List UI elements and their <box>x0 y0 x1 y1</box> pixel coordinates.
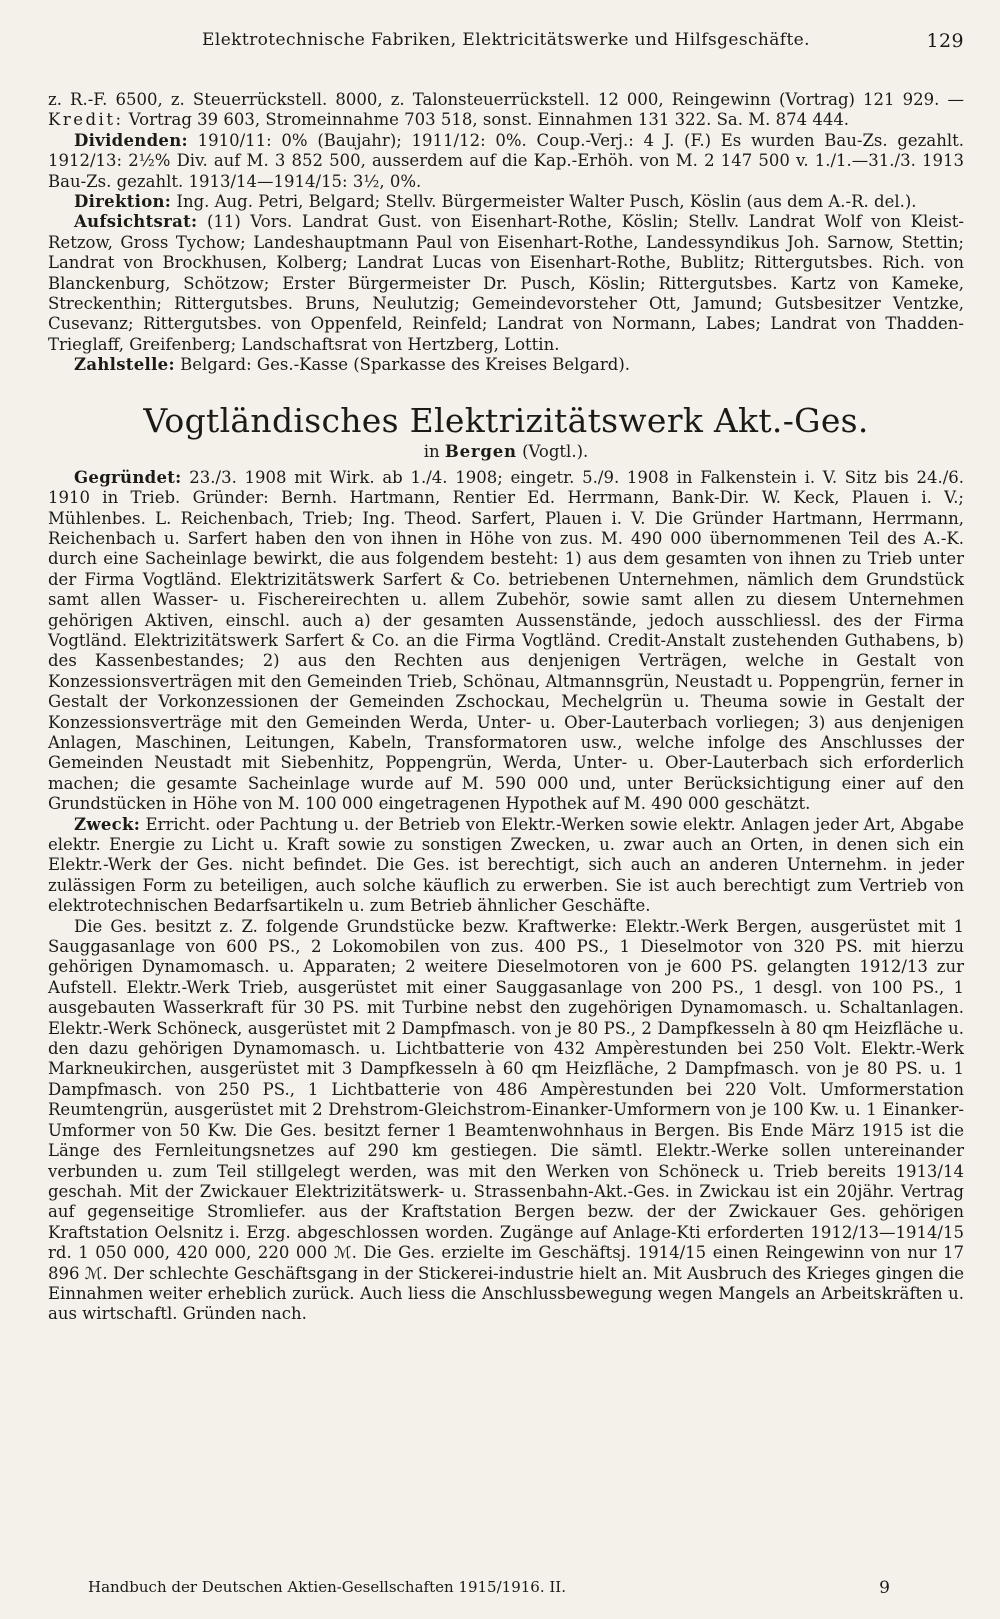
company-location <box>48 442 964 462</box>
direktion-paragraph <box>48 192 964 212</box>
gegruendet-label: Gegründet: <box>74 467 182 487</box>
location-prefix: in <box>423 441 445 461</box>
direktion-label: Direktion: <box>74 192 172 212</box>
gegruendet-paragraph <box>48 468 964 815</box>
zahlstelle-label: Zahlstelle: <box>74 355 175 375</box>
dividenden-text: 1910/11: 0% (Baujahr); 1911/12: 0%. Coup.-Verj.: 4 J. (F.) Es wurden Bau-Zs. gezahlt. 1912/13: 2½% Div. auf M. 3 852 500, ausserdem auf die Kap.-Erhöh. von M. 2 147 500 v. 1./1.—31./3. 1913 Bau-Zs. gezahlt. 1913/14—1914/15: 3½, 0%. <box>48 130 964 191</box>
page-number: 129 <box>926 30 964 52</box>
kredit-label: Kredit: <box>48 110 124 130</box>
location-suffix: (Vogtl.). <box>516 441 589 461</box>
zahlstelle-paragraph <box>48 355 964 375</box>
aufsichtsrat-paragraph <box>48 212 964 355</box>
dividenden-label: Dividenden: <box>74 130 188 150</box>
running-header <box>48 30 964 54</box>
zahlstelle-text: Belgard: Ges.-Kasse (Sparkasse des Kreises Belgard). <box>174 355 630 375</box>
gegruendet-text: 23./3. 1908 mit Wirk. ab 1./4. 1908; eingetr. 5./9. 1908 in Falkenstein i. V. Sitz bis 24./6. 1910 in Trieb. Gründer: Bernh. Hartmann, Rentier Ed. Herrmann, Bank-Dir. W. Keck, Plauen i. V.; Mühlenbes. L. Reichenbach, Trieb; Ing. Theod. Sarfert, Plauen i. V. Die Gründer Hartmann, Herrmann, Reichenbach u. Sarfert haben den von ihnen in Höhe von zus. M. 490 000 übernommenen Teil des A.-K. durch eine Sacheinlage bewirkt, die aus folgendem besteht: 1) aus dem gesamten von ihnen zu Trieb unter der Firma Vogtländ. Elektrizitätswerk Sarfert & Co. betriebenen Unternehmen, nämlich dem Grundstück samt allen Wasser- u. Fischereirechten u. allem Zubehör, sowie samt allen zu diesem Unternehmen gehörigen Aktiven, einschl. auch a) der gesamten Aussenstände, jedoch ausschliessl. des der Firma Vogtländ. Elektrizitätswerk Sarfert & Co. an die Firma Vogtländ. Credit-Anstalt zustehenden Guthabens, b) des Kassenbestandes; 2) aus den Rechten aus denjenigen Verträgen, welche in Gestalt von Konzessionsverträgen mit den Gemeinden Trieb, Schönau, Altmannsgrün, Neustadt u. Poppengrün, ferner in Gestalt der Vorkonzessionen der Gemeinden Zschockau, Mechelgrün u. Theuma sowie in Gestalt der Konzessionsverträge mit den Gemeinden Werda, Unter- u. Ober-Lauterbach vorliegen; 3) aus denjenigen Anlagen, Maschinen, Leitungen, Kabeln, Transformatoren usw., welche infolge des Anschlusses der Gemeinden Neustadt mit Siebenhitz, Poppengrün, Werda, Unter- u. Ober-Lauterbach sich erforderlich machen; die gesamte Sacheinlage wurde auf M. 590 000 und, unter Berücksichtigung einer auf den Grundstücken in Höhe von M. 100 000 eingetragenen Hypothek auf M. 490 000 geschätzt. <box>48 467 964 814</box>
zweck-paragraph <box>48 815 964 917</box>
prev-intro-text: z. R.-F. 6500, z. Steuerrückstell. 8000, z. Talonsteuerrückstell. 12 000, Reingewinn (Vortrag) 121 929. — <box>48 90 964 109</box>
company-title: Vogtländisches Elektrizitätswerk Akt.-Ges. <box>143 400 869 440</box>
aufsichtsrat-label: Aufsichtsrat: <box>74 212 198 232</box>
zweck-label: Zweck: <box>74 814 141 834</box>
prev-intro-cont: Vortrag 39 603, Stromeinnahme 703 518, sonst. Einnahmen 131 322. Sa. M. 874 444. <box>123 110 850 130</box>
location-city: Bergen <box>444 441 517 461</box>
running-title: Elektrotechnische Fabriken, Elektricitätswerke und Hilfsgeschäfte. <box>202 30 810 50</box>
prev-financials-paragraph <box>48 90 964 131</box>
besitz-paragraph: Die Ges. besitzt z. Z. folgende Grundstücke bezw. Kraftwerke: Elektr.-Werk Bergen, ausgerüstet mit 1 Sauggasanlage von 600 PS., 2 Lokomobilen von zus. 400 PS., 1 Dieselmotor von 320 PS. mit hierzu gehörigen Dynamomasch. u. Apparaten; 2 weitere Dieselmotoren von je 600 PS. gelangten 1912/13 zur Aufstell. Elektr.-Werk Trieb, ausgerüstet mit einer Sauggasanlage von 200 PS., 1 desgl. von 100 PS., 1 ausgebauten Wasserkraft für 30 PS. mit Turbine nebst den zugehörigen Dynamomasch. u. Schaltanlagen. Elektr.-Werk Schöneck, ausgerüstet mit 2 Dampfmasch. von je 80 PS., 2 Dampfkesseln à 80 qm Heizfläche u. den dazu gehörigen Dynamomasch. u. Lichtbatterie von 432 Ampèrestunden bei 250 Volt. Elektr.-Werk Markneukirchen, ausgerüstet mit 3 Dampfkesseln à 60 qm Heizfläche, 2 Dampfmasch. von je 80 PS. u. 1 Dampfmasch. von 250 PS., 1 Lichtbatterie von 486 Ampèrestunden bei 220 Volt. Umformerstation Reumtengrün, ausgerüstet mit 2 Drehstrom-Gleichstrom-Einanker-Umformern von je 100 Kw. u. 1 Einanker-Umformer von 50 Kw. Die Ges. besitzt ferner 1 Beamtenwohnhaus in Bergen. Bis Ende März 1915 ist die Länge des Fernleitungsnetzes auf 290 km gestiegen. Die sämtl. Elektr.-Werke sollen untereinander verbunden u. zum Teil stillgelegt werden, was mit den Werken von Schöneck u. Trieb bereits 1913/14 geschah. Mit der Zwickauer Elektrizitätswerk- u. Strassenbahn-Akt.-Ges. in Zwickau ist ein 20jähr. Vertrag auf gegenseitige Stromliefer. aus der Kraftstation Bergen bezw. der der Zwickauer Ges. gehörigen Kraftstation Oelsnitz i. Erzg. abgeschlossen worden. Zugänge auf Anlage-Kti erforderten 1912/13—1914/15 rd. 1 050 000, 420 000, 220 000 ℳ. Die Ges. erzielte im Geschäftsj. 1914/15 einen Reingewinn von nur 17 896 ℳ. Der schlechte Geschäftsgang in der Stickerei-industrie hielt an. Mit Ausbruch des Krieges gingen die Einnahmen weiter erheblich zurück. Auch liess die Anschlussbewegung wegen Mangels an Arbeitskräften u. aus wirtschaftl. Gründen nach. <box>48 916 964 1324</box>
footer-signature: 9 <box>879 1578 890 1598</box>
aufsichtsrat-text: (11) Vors. Landrat Gust. von Eisenhart-Rothe, Köslin; Stellv. Landrat Wolf von Kleist-Retzow, Gross Tychow; Landeshauptmann Paul von Eisenhart-Rothe, Landessyndikus Joh. Sarnow, Stettin; Landrat von Brockhusen, Kolberg; Landrat Lucas von Eisenhart-Rothe, Bublitz; Rittergutsbes. Rich. von Blanckenburg, Schötzow; Erster Bürgermeister Dr. Pusch, Köslin; Rittergutsbes. Kartz von Kameke, Streckenthin; Rittergutsbes. Bruns, Neulutzig; Gemeindevorsteher Ott, Jamund; Gutsbesitzer Ventzke, Cusevanz; Rittergutsbes. von Oppenfeld, Reinfeld; Landrat von Normann, Labes; Landrat von Thadden-Trieglaff, Greifenberg; Landschaftsrat von Hertzberg, Lottin. <box>48 212 964 354</box>
footer-book-title: Handbuch der Deutschen Aktien-Gesellschaften 1915/1916. <box>88 1578 545 1596</box>
dividenden-paragraph <box>48 131 964 192</box>
footer-volume: II. <box>549 1578 566 1596</box>
page-footer <box>88 1578 890 1596</box>
zweck-text: Erricht. oder Pachtung u. der Betrieb von Elektr.-Werken sowie elektr. Anlagen jeder Art, Abgabe elektr. Energie zu Licht u. Kraft sowie zu sonstigen Zwecken, u. zwar auch an Orten, in denen sich ein Elektr.-Werk der Ges. nicht befindet. Die Ges. ist berechtigt, sich auch an anderen Unternehm. in jeder zulässigen Form zu beteiligen, auch solche käuflich zu erwerben. Sie ist auch berechtigt zum Vertrieb von elektrotechnischen Bedarfsartikeln u. zum Betrieb ähnlicher Geschäfte. <box>48 814 964 916</box>
direktion-text: Ing. Aug. Petri, Belgard; Stellv. Bürgermeister Walter Pusch, Köslin (aus dem A.-R. del.). <box>171 192 917 212</box>
